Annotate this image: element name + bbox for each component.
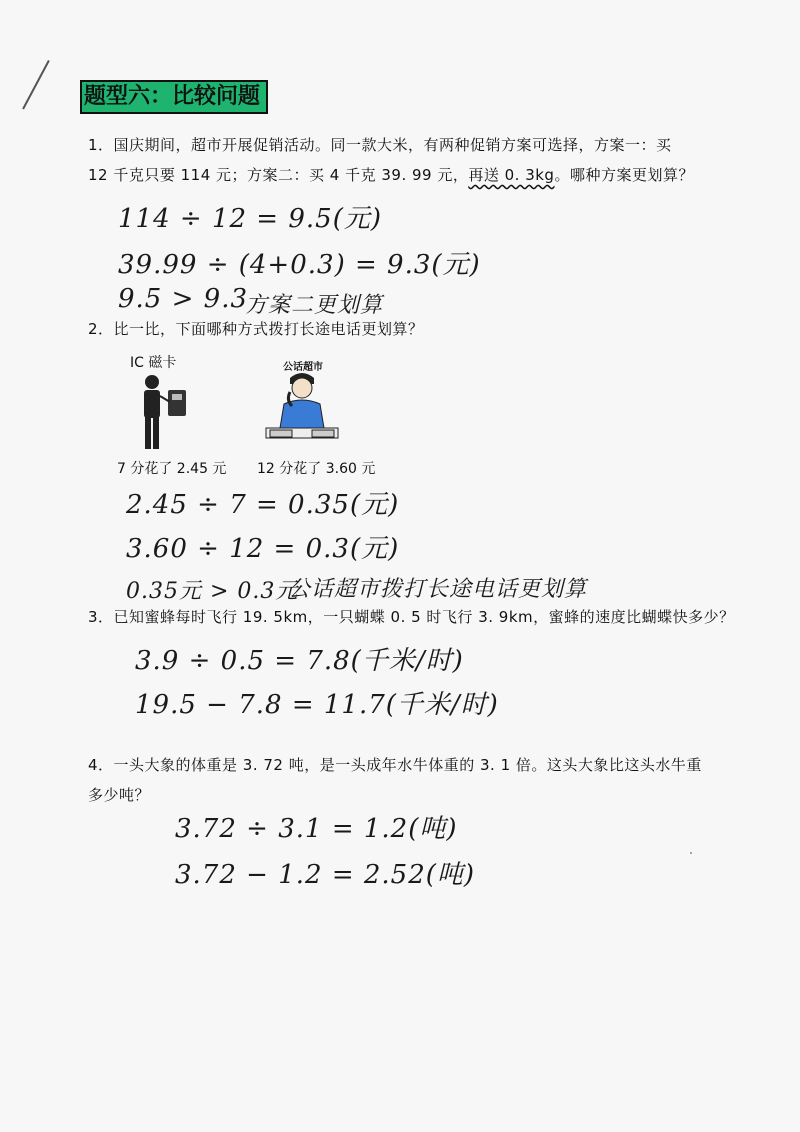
section-title: 题型六：比较问题 [80,80,268,114]
q2-answer: 公话超市拨打长途电话更划算 [288,577,588,602]
phone-shop-label: 公话超市 [283,362,323,373]
q4-text-line2: 多少吨？ [88,786,151,804]
q3-text: 3．已知蜜蜂每时飞行 19. 5km，一只蝴蝶 0. 5 时飞行 3. 9km，蜜蜂的速度比蝴蝶快多少？ [88,608,735,626]
q3-work-line: 19.5 − 7.8 = 11.7(千米/时) [135,690,499,720]
phone-shop-illustration [262,370,342,448]
q3-work-line: 3.9 ÷ 0.5 = 7.8(千米/时) [135,646,464,676]
speck [690,852,692,854]
q2-work-line: 3.60 ÷ 12 = 0.3(元) [126,534,400,564]
q1-text-line1: 1．国庆期间，超市开展促销活动。同一款大米，有两种促销方案可选择，方案一：买 [88,136,672,154]
q1-text-part: 12 千克只要 114 元；方案二：买 4 千克 39. 99 元， [88,166,469,184]
q2-work-line: 2.45 ÷ 7 = 0.35(元) [126,490,400,520]
q1-work-line: 114 ÷ 12 = 9.5(元) [118,204,382,234]
q2-text: 2．比一比，下面哪种方式拨打长途电话更划算？ [88,320,424,338]
q2-work-line: 0.35元 > 0.3元 [126,579,299,604]
ic-card-phone-illustration [128,372,198,452]
q1-answer: 方案二更划算 [245,293,384,318]
q4-text-line1: 4．一头大象的体重是 3. 72 吨，是一头成年水牛体重的 3. 1 倍。这头大象比这头水牛重 [88,756,702,774]
ic-card-caption: 7 分花了 2.45 元 [117,461,227,477]
ic-card-label: IC 磁卡 [130,355,177,371]
q1-work-line: 39.99 ÷ (4+0.3) = 9.3(元) [118,250,481,280]
q1-text-part: 。哪种方案更划算？ [554,166,694,184]
q1-text-line2 [88,164,694,185]
q4-work-line: 3.72 ÷ 3.1 = 1.2(吨) [175,814,458,844]
q1-underlined-text: 再送 0. 3kg [468,166,555,184]
phone-shop-caption: 12 分花了 3.60 元 [257,461,376,477]
pen-mark [22,60,50,110]
q1-work-line: 9.5 > 9.3 [118,284,249,314]
q4-work-line: 3.72 − 1.2 = 2.52(吨) [175,860,476,890]
